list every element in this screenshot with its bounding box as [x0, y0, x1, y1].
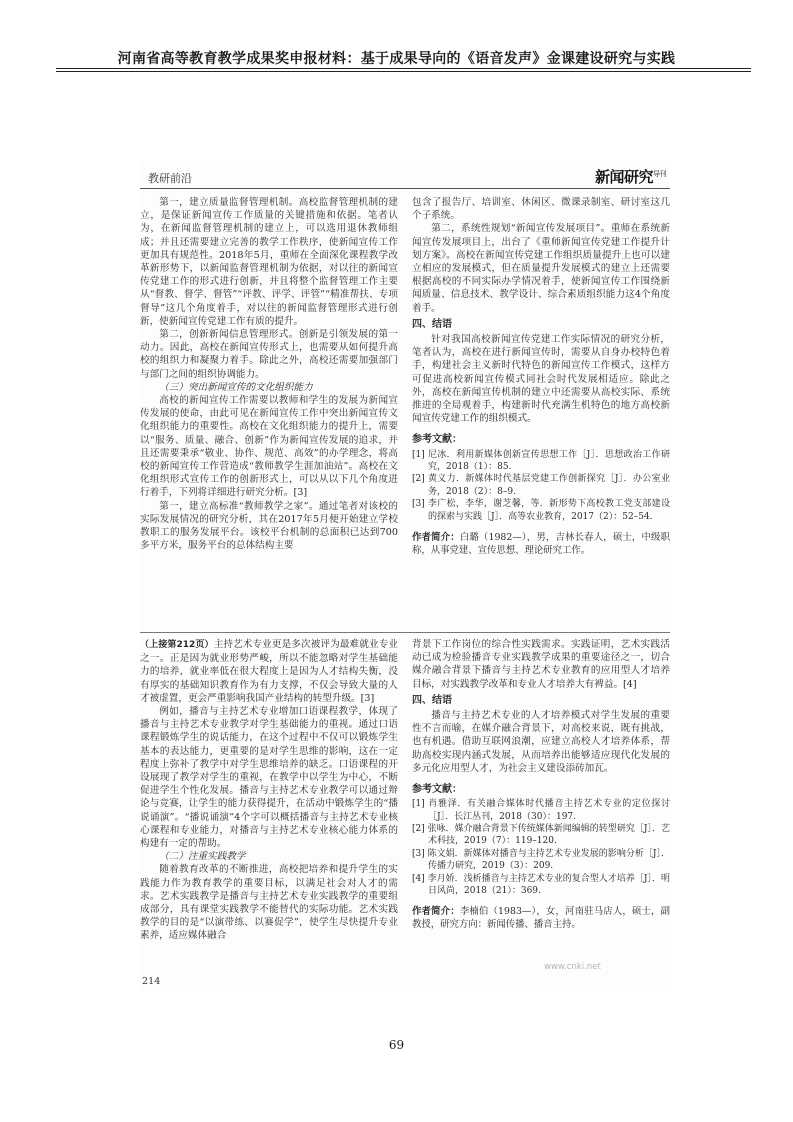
reference-item: [1] 肖雅泽．有关融合媒体时代播音主持艺术专业的定位探讨［J］．长江丛刊，2018（30）：197.: [412, 799, 670, 822]
paragraph: 针对我国高校新闻宣传党建工作实际情况的研究分析，笔者认为，高校在进行新闻宣传时，需要从自身办校特色着手，构建社会主义新时代特色的新闻宣传工作模式，这样方可促进高校新闻宣传模式同社会时代发展相适应。除此之外，高校在新闻宣传机制的建立中还需要从高校实际、系统推进的全局观着手，构建新时代充满生机特色的地方高校新闻宣传党建工作的组织模式。: [412, 334, 670, 425]
article-column-2: [412, 196, 670, 557]
journal-header: [140, 166, 670, 188]
paragraph: 第二，创新新闻信息管理形式。创新是引领发展的第一动力。因此，高校在新闻宣传形式上，也需要从如何提升高校的组织力和凝聚力着手。除此之外，高校还需要加强部门与部门之间的组织协调能力。: [140, 329, 398, 380]
author-bio-text: 白璐（1982—），男，吉林长春人，硕士，中级职称，从事党建、宣传思想、理论研究工作。: [412, 532, 670, 557]
references-heading: 参考文献：: [412, 784, 462, 796]
watermark: www.cnki.net: [544, 962, 601, 972]
article-column-1: [140, 196, 398, 552]
paragraph: 播音与主持艺术专业的人才培养模式对学生发展的重要性不言而喻，在媒介融合背景下，对高校来说，既有挑战，也有机遇。借助互联网浪潮，应建立高校人才培养体系，帮助高校实现内涵式发展，从而培养出能够适应现代化发展的多元化应用型人才，为社会主义建设添砖加瓦。: [412, 710, 670, 774]
conclusion-heading: 四、结语: [412, 318, 452, 330]
paragraph: 背景下工作岗位的综合性实践需求。实践证明，艺术实践活动已成为检验播音专业实践教学成果的重要途径之一，切合媒介融合背景下播音与主持艺术专业教育的应用型人才培养目标，对实践教学改革和专业人才培养大有裨益。[4]: [412, 639, 670, 690]
reference-item: [2] 黄义力．新媒体时代基层党建工作创新探究［J］．办公室业务，2018（2）：8–9.: [412, 474, 670, 497]
references-heading: 参考文献：: [412, 434, 462, 446]
paragraph: 第二，系统性规划“新闻宣传发展项目”。重师在系统新闻宣传发展项目上，出台了《重师新闻宣传党建工作提升计划方案》。高校在新闻宣传党建工作组织质量提升上也可以建立相应的发展模式，但在质量提升发展模式的建立上还需要根据高校的不同实际办学情况着手，使新闻宣传工作围绕新闻质量、信息技术、教学设计、综合素质组织能力这4个角度着手。: [412, 223, 670, 314]
reference-item: [1] 尼冰．利用新媒体创新宣传思想工作［J］．思想政治工作研究，2018（1）：85.: [412, 449, 670, 473]
paragraph: 高校的新闻宣传工作需要以教师和学生的发展为新闻宣传发展的使命，由此可见在新闻宣传工作中突出新闻宣传文化组织能力的重要性。高校在文化组织能力的提升上，需要以“服务、质量、融合、创新”作为新闻宣传发展的追求，并且还需要秉承“敬业、协作、规范、高效”的办学理念，将高校的新闻宣传工作营造成“教师教学生涯加油站”。高校在文化组织形式宣传工作的创新形式上，可以从以下几个角度进行着手，下列将详细进行研究分析。[3]: [140, 395, 398, 499]
author-bio: [412, 531, 670, 557]
journal-header-rule: [140, 188, 670, 189]
article-column-3: [140, 638, 398, 943]
article-column-4: [412, 638, 670, 931]
author-bio-label: 作者简介：: [412, 906, 460, 918]
journal-logo-text: 新闻研究: [594, 168, 653, 186]
page-header-title: 河南省高等教育教学成果奖申报材料：基于成果导向的《语音发声》金课建设研究与实践: [117, 51, 676, 67]
author-bio-label: 作者简介：: [412, 532, 460, 544]
section-subheading: （三）突出新闻宣传的文化组织能力: [159, 381, 313, 393]
author-bio-text: 李楠伯（1983—），女，河南驻马店人，硕士，副教授，研究方向：新闻传播、播音主持。: [412, 906, 670, 931]
paragraph: 第一，建立高标准“教师教学之家”。通过笔者对该校的实际发展情况的研究分析，其在2017年5月便开始建立学校教职工的服务发展平台。该校平台机制的总面积已达到700多平方米，服务平台的总体结构主要: [140, 500, 398, 552]
conclusion-heading: 四、结语: [412, 694, 452, 706]
paragraph: 随着教育改革的不断推进，高校把培养和提升学生的实践能力作为教育教学的重要目标，以满足社会对人才的需求。艺术实践教学是播音与主持艺术专业实践教学的重要组成部分，具有课堂实践教学不能替代的实际功能。艺术实践教学的目的是“以演带练、以赛促学”，使学生尽快提升专业素养，适应媒体融合: [140, 864, 398, 942]
reference-item: [4] 李月娇．浅析播音与主持艺术专业的复合型人才培养［J］．明日风尚，2018（21）：369.: [412, 873, 670, 897]
reference-item: [3] 陈文娟．新媒体对播音与主持艺术专业发展的影响分析［J］．传播力研究，2019（3）：209.: [412, 848, 670, 872]
continuation-note: （上接第212页）: [140, 640, 214, 650]
reference-item: [3] 李广松，李华，谢芝馨，等．新形势下高校教工党支部建设的探索与实践［J］．高等农业教育，2017（2）：52–54.: [412, 499, 670, 522]
reference-item: [2] 张咏．媒介融合背景下传统媒体新闻编辑的转型研究［J］．艺术科技，2019（7）：119–120.: [412, 824, 670, 847]
paragraph: [140, 638, 398, 705]
paragraph: 例如，播音与主持艺术专业增加口语课程教学，体现了播音与主持艺术专业教学对学生基础能力的重视。通过口语课程锻炼学生的说话能力，在这个过程中不仅可以锻炼学生基本的表达能力，更重要的是对学生思维的影响，这在一定程度上弥补了教学中对学生思维培养的缺乏。口语课程的开设展现了教学对学生的重视，在教学中以学生为中心，不断促进学生个性化发展。播音与主持艺术专业教学可以通过辩论与竞赛，让学生的能力获得提升，在活动中锻炼学生的“播说诵演”。“播说诵演”4个字可以概括播音与主持艺术专业核心课程和专业能力，对播音与主持艺术专业核心能力体系的构建有一定的帮助。: [140, 706, 398, 850]
journal-logo-suffix: 导刊: [653, 170, 666, 178]
header-rule-top: [56, 68, 751, 69]
inner-page-number: 214: [142, 976, 161, 987]
paragraph: 包含了报告厅、培训室、休闲区、微课录制室、研讨室这几个子系统。: [412, 197, 670, 222]
page-number: 69: [388, 1038, 405, 1052]
journal-section-label: 教研前沿: [148, 172, 192, 185]
section-subheading: （二）注重实践教学: [159, 851, 246, 863]
paragraph: 第一，建立质量监督管理机制。高校监督管理机制的建立，是保证新闻宣传工作质量的关键措施和依据。笔者认为，在新闻监督管理机制的建立上，可以选用退休教师组成；并且还需要建立完善的教学工作秩序，使新闻宣传工作更加具有规范性。2018年5月，重师在全面深化课程教学改革新形势下，以新闻监督管理机制为依据，对以往的新闻宣传党建工作的形式进行创新，并且将整个监督管理工作主要从“督教、督学、督管”“评教、评学、评管”“精准帮扶、专项督导”这几个角度着手，对以往的新闻监督管理形式进行创新，使新闻宣传党建工作有质的提升。: [140, 197, 398, 327]
paragraph-text: 主持艺术专业更是多次被评为最难就业专业之一。正是因为就业形势严峻，所以不能忽略对学生基础能力的培养，就业率低在很大程度上是因为人才结构失衡，没有厚实的基础知识教育作为有力支撑，不仅会导致大量的人才被虚置，更会严重影响我国产业结构的转型升级。[3]: [140, 639, 398, 704]
header-rule-bottom: [56, 71, 751, 72]
scanned-journal-page: [140, 160, 670, 990]
author-bio: [412, 905, 670, 931]
journal-logo: [595, 166, 666, 187]
section-divider: [140, 632, 670, 633]
